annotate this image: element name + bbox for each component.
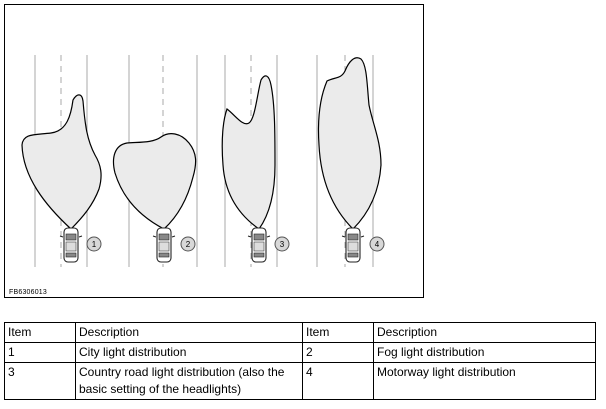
country-road-light-beam — [222, 76, 275, 229]
item-description: Motorway light distribution — [374, 363, 596, 400]
item-description-table — [4, 322, 596, 400]
column-header-description: Description — [374, 323, 596, 343]
headlight-distribution-figure — [4, 4, 424, 298]
motorway-light-beam — [318, 58, 381, 229]
item-description: Fog light distribution — [374, 343, 596, 363]
panel-4 — [317, 55, 384, 267]
item-description: Country road light distribution (also the basic setting of the headlights) — [76, 363, 303, 400]
column-header-description: Description — [76, 323, 303, 343]
panel-1 — [22, 55, 101, 267]
table-header-row — [5, 323, 596, 343]
figure-id-label: FB6306013 — [9, 289, 47, 296]
city-light-beam — [22, 95, 101, 229]
fog-light-beam — [114, 134, 196, 229]
svg-text:2: 2 — [185, 240, 191, 249]
svg-text:4: 4 — [374, 240, 380, 249]
car-icon — [153, 228, 175, 262]
item-number: 2 — [303, 343, 374, 363]
svg-text:3: 3 — [279, 240, 285, 249]
item-description: City light distribution — [76, 343, 303, 363]
item-number: 4 — [303, 363, 374, 400]
column-header-item: Item — [5, 323, 76, 343]
panel-2 — [114, 55, 198, 267]
item-number: 3 — [5, 363, 76, 400]
svg-text:1: 1 — [91, 240, 97, 249]
table-row — [5, 363, 596, 400]
panel-3 — [222, 55, 289, 267]
item-number: 1 — [5, 343, 76, 363]
table-row — [5, 343, 596, 363]
light-distribution-diagram — [5, 5, 423, 297]
car-icon — [60, 228, 82, 262]
column-header-item: Item — [303, 323, 374, 343]
